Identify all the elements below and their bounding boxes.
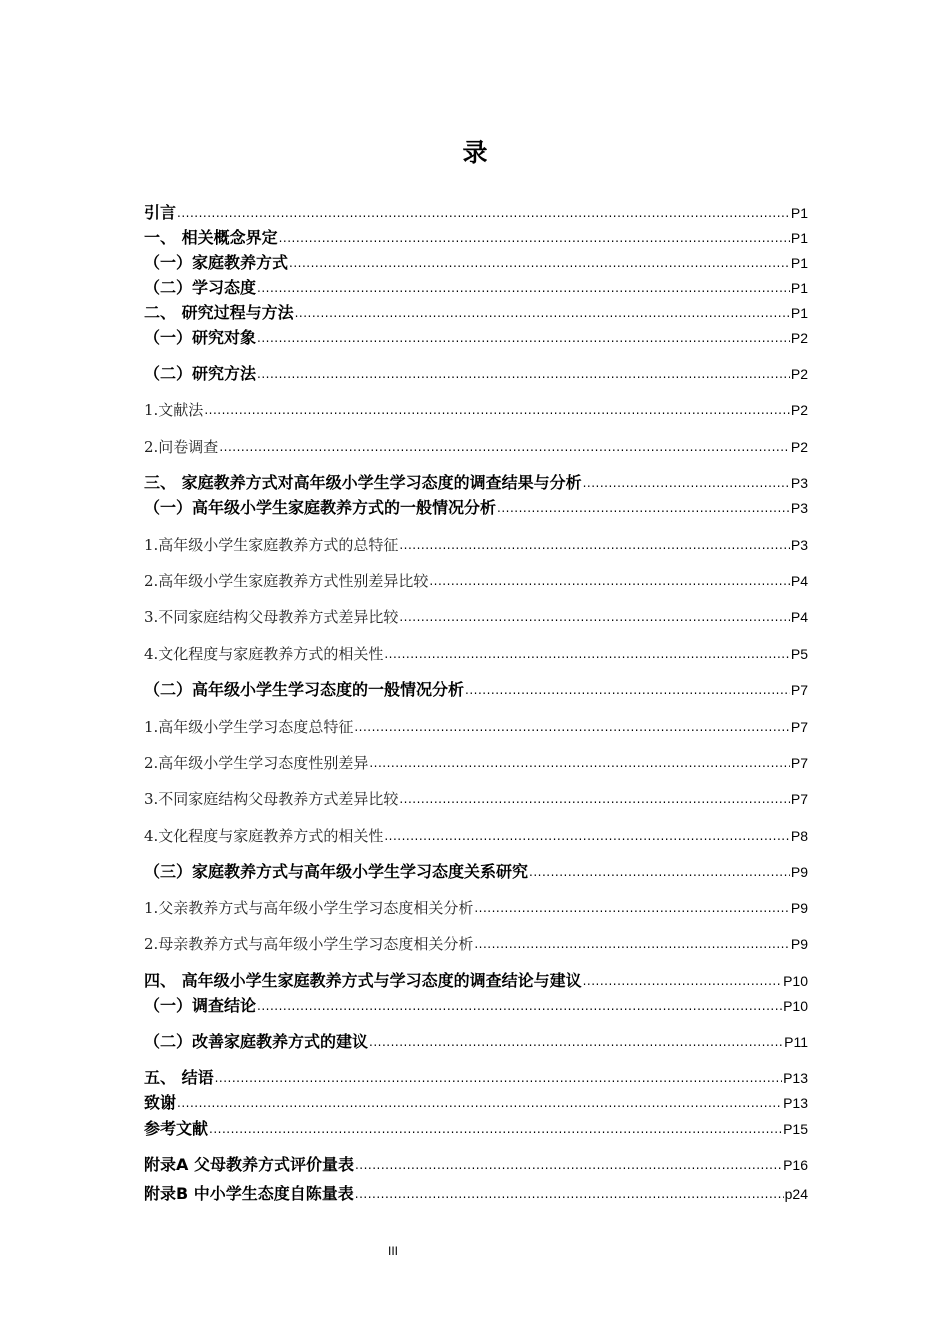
toc-entry[interactable]: [144, 1152, 808, 1176]
dot-leader: [583, 970, 783, 992]
dot-leader: [354, 716, 790, 738]
toc-entry-label: 1.高年级小学生家庭教养方式的总特征: [144, 536, 399, 554]
toc-entry-page: p24: [784, 1186, 808, 1202]
toc-entry-page: P9: [790, 900, 808, 916]
toc-entry-label: 2.高年级小学生家庭教养方式性别差异比较: [144, 572, 429, 590]
toc-entry-label: （二）高年级小学生学习态度的一般情况分析: [144, 680, 465, 699]
toc-entry-label: 二、 研究过程与方法: [144, 303, 294, 322]
toc-entry-page: P15: [783, 1121, 808, 1137]
toc-entry[interactable]: [144, 895, 808, 919]
dot-leader: [215, 1067, 783, 1089]
toc-entry-page: P2: [790, 330, 808, 346]
toc-entry[interactable]: [144, 1181, 808, 1205]
toc-entry-page: P1: [790, 280, 808, 296]
toc-entry-label: 引言: [144, 203, 177, 222]
dot-leader: [384, 825, 790, 847]
toc-entry[interactable]: [144, 993, 808, 1017]
toc-entry-label: 附录B 中小学生态度自陈量表: [144, 1184, 354, 1203]
toc-entry-page: P13: [783, 1070, 808, 1086]
toc-entry[interactable]: [144, 677, 808, 701]
toc-entry[interactable]: [144, 750, 808, 774]
toc-entry[interactable]: [144, 1116, 808, 1140]
dot-leader: [355, 1154, 782, 1176]
toc-entry-page: P1: [790, 205, 808, 221]
toc-entry-page: P3: [790, 475, 808, 491]
toc-entry-page: P3: [790, 500, 808, 516]
toc-entry-page: P8: [790, 828, 808, 844]
toc-entry-label: （一）研究对象: [144, 328, 257, 347]
dot-leader: [257, 363, 790, 385]
dot-leader: [583, 472, 790, 494]
dot-leader: [257, 995, 782, 1017]
toc-entry-label: 三、 家庭教养方式对高年级小学生学习态度的调查结果与分析: [144, 473, 582, 492]
toc-entry-page: P9: [790, 864, 808, 880]
dot-leader: [465, 679, 790, 701]
dot-leader: [257, 277, 790, 299]
toc-entry-label: （二）研究方法: [144, 364, 257, 383]
toc-entry[interactable]: [144, 1029, 808, 1053]
toc-entry-label: 3.不同家庭结构父母教养方式差异比较: [144, 608, 399, 626]
dot-leader: [219, 436, 790, 458]
toc-entry-page: P2: [790, 402, 808, 418]
toc-entry-page: P7: [790, 682, 808, 698]
dot-leader: [279, 227, 790, 249]
dot-leader: [474, 897, 790, 919]
toc-entry-label: 一、 相关概念界定: [144, 228, 278, 247]
page-number: III: [387, 1244, 398, 1258]
toc-entry[interactable]: [144, 434, 808, 458]
toc-entry-label: 2.母亲教养方式与高年级小学生学习态度相关分析: [144, 935, 474, 953]
toc-entry-label: 参考文献: [144, 1119, 209, 1138]
toc-entry[interactable]: [144, 931, 808, 955]
toc-entry[interactable]: [144, 361, 808, 385]
toc-entry[interactable]: [144, 786, 808, 810]
toc-entry[interactable]: [144, 532, 808, 556]
toc-entry-page: P2: [790, 366, 808, 382]
toc-entry-page: P1: [790, 305, 808, 321]
toc-entry-page: P16: [783, 1157, 808, 1173]
toc-entry[interactable]: [144, 495, 808, 519]
toc-entry-page: P1: [790, 230, 808, 246]
toc-entry-page: P5: [790, 646, 808, 662]
toc-entry[interactable]: [144, 470, 808, 494]
toc-entry-page: P11: [784, 1034, 808, 1050]
toc-entry[interactable]: [144, 714, 808, 738]
dot-leader: [369, 752, 790, 774]
toc-entry-label: （一）调查结论: [144, 996, 257, 1015]
dot-leader: [384, 643, 790, 665]
toc-entry-label: 四、 高年级小学生家庭教养方式与学习态度的调查结论与建议: [144, 971, 582, 990]
toc-entry[interactable]: [144, 325, 808, 349]
toc-entry[interactable]: [144, 568, 808, 592]
toc-entry-page: P7: [790, 791, 808, 807]
toc-entry[interactable]: [144, 397, 808, 421]
toc-entry-page: P13: [783, 1095, 808, 1111]
toc-entry[interactable]: [144, 968, 808, 992]
dot-leader: [529, 861, 790, 883]
dot-leader: [497, 497, 790, 519]
toc-entry-label: （一）高年级小学生家庭教养方式的一般情况分析: [144, 498, 497, 517]
toc-entry-label: （二）改善家庭教养方式的建议: [144, 1032, 369, 1051]
page-title: 录: [462, 138, 488, 167]
toc-entry-page: P3: [790, 537, 808, 553]
toc-entry-label: 致谢: [144, 1093, 177, 1112]
toc-entry-label: 3.不同家庭结构父母教养方式差异比较: [144, 790, 399, 808]
dot-leader: [209, 1118, 782, 1140]
dot-leader: [177, 202, 790, 224]
dot-leader: [474, 933, 790, 955]
dot-leader: [369, 1031, 783, 1053]
dot-leader: [355, 1183, 784, 1205]
toc-entry-label: 2.高年级小学生学习态度性别差异: [144, 754, 369, 772]
toc-entry-page: P7: [790, 755, 808, 771]
toc-entry-label: 4.文化程度与家庭教养方式的相关性: [144, 827, 384, 845]
toc-entry[interactable]: [144, 225, 808, 249]
toc-entry-page: P4: [790, 609, 808, 625]
toc-entry-page: P10: [783, 973, 808, 989]
toc-entry-label: 4.文化程度与家庭教养方式的相关性: [144, 645, 384, 663]
toc-entry-label: （二）学习态度: [144, 278, 257, 297]
toc-entry-label: （一）家庭教养方式: [144, 253, 289, 272]
dot-leader: [295, 302, 790, 324]
toc-entry[interactable]: [144, 604, 808, 628]
toc-entry-page: P4: [790, 573, 808, 589]
dot-leader: [429, 570, 790, 592]
toc-entry[interactable]: [144, 1090, 808, 1114]
dot-leader: [399, 606, 790, 628]
toc-entry-label: 五、 结语: [144, 1068, 214, 1087]
dot-leader: [257, 327, 790, 349]
dot-leader: [204, 399, 790, 421]
toc-entry-label: 1.高年级小学生学习态度总特征: [144, 718, 354, 736]
toc-entry-label: 1.文献法: [144, 401, 204, 419]
toc-entry-page: P7: [790, 719, 808, 735]
toc-entry[interactable]: [144, 250, 808, 274]
toc-entry[interactable]: [144, 859, 808, 883]
toc-entry[interactable]: [144, 641, 808, 665]
toc-entry-label: （三）家庭教养方式与高年级小学生学习态度关系研究: [144, 862, 529, 881]
toc-entry-label: 附录A 父母教养方式评价量表: [144, 1155, 354, 1174]
toc-entry-label: 2.问卷调查: [144, 438, 219, 456]
toc-entry-page: P10: [783, 998, 808, 1014]
dot-leader: [399, 788, 790, 810]
toc-entry-page: P2: [790, 439, 808, 455]
toc-entry[interactable]: [144, 823, 808, 847]
toc-entry-page: P1: [790, 255, 808, 271]
dot-leader: [177, 1092, 782, 1114]
toc-entry[interactable]: [144, 1065, 808, 1089]
toc-entry[interactable]: [144, 200, 808, 224]
toc-entry-label: 1.父亲教养方式与高年级小学生学习态度相关分析: [144, 899, 474, 917]
dot-leader: [399, 534, 790, 556]
toc-entry[interactable]: [144, 300, 808, 324]
toc-entry[interactable]: [144, 275, 808, 299]
dot-leader: [289, 252, 790, 274]
toc-entry-page: P9: [790, 936, 808, 952]
